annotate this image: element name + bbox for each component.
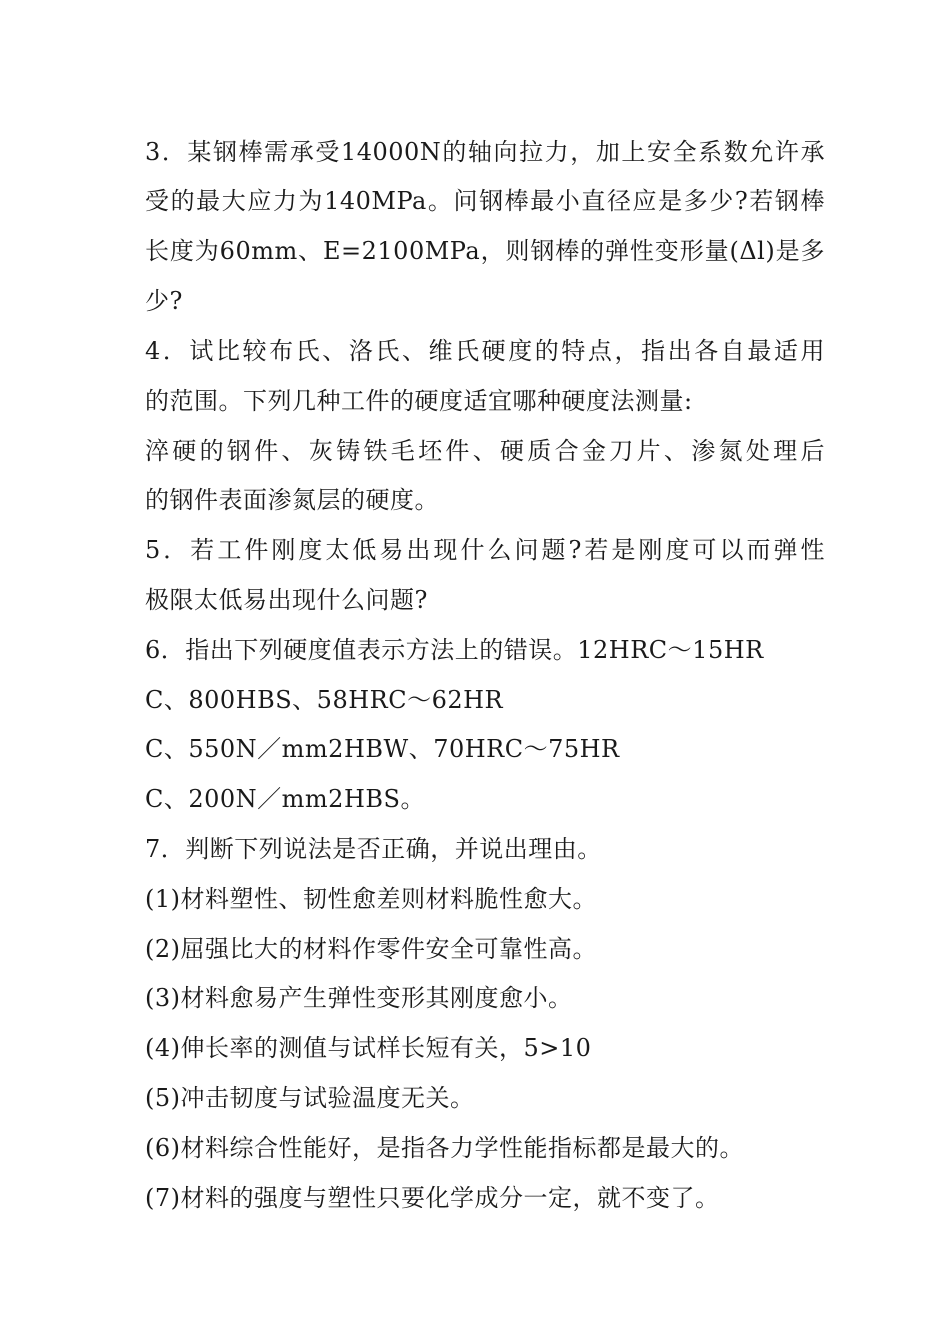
text-line-q3-2: 受的最大应力为140MPa。问钢棒最小直径应是多少?若钢棒 xyxy=(145,187,825,215)
text-line-q4-1: 4．试比较布氏、洛氏、维氏硬度的特点，指出各自最适用 xyxy=(145,337,825,365)
text-line-q3-1: 3．某钢棒需承受14000N的轴向拉力，加上安全系数允许承 xyxy=(145,138,825,166)
text-line-q7-item-1: (1)材料塑性、韧性愈差则材料脆性愈大。 xyxy=(145,885,597,913)
text-line-q3-4: 少? xyxy=(145,287,183,315)
text-line-q4-2: 的范围。下列几种工件的硬度适宜哪种硬度法测量: xyxy=(145,387,693,415)
text-line-q7-item-2: (2)屈强比大的材料作零件安全可靠性高。 xyxy=(145,935,597,963)
text-line-q6-3: C、550N／mm2HBW、70HRC～75HR xyxy=(145,735,620,763)
text-line-q3-3: 长度为60mm、E=2100MPa，则钢棒的弹性变形量(Δl)是多 xyxy=(145,237,825,265)
text-line-q7-1: 7．判断下列说法是否正确，并说出理由。 xyxy=(145,835,602,863)
text-line-q6-2: C、800HBS、58HRC～62HR xyxy=(145,686,504,714)
text-line-q7-item-6: (6)材料综合性能好，是指各力学性能指标都是最大的。 xyxy=(145,1134,744,1162)
text-line-q7-item-4: (4)伸长率的测值与试样长短有关，5>10 xyxy=(145,1034,592,1062)
text-line-q5-1: 5．若工件刚度太低易出现什么问题?若是刚度可以而弹性 xyxy=(145,536,825,564)
text-line-q4-4: 的钢件表面渗氮层的硬度。 xyxy=(145,486,439,514)
text-line-q6-4: C、200N／mm2HBS。 xyxy=(145,785,425,813)
text-line-q4-3: 淬硬的钢件、灰铸铁毛坯件、硬质合金刀片、渗氮处理后 xyxy=(145,437,825,465)
text-line-q6-1: 6．指出下列硬度值表示方法上的错误。12HRC～15HR xyxy=(145,636,764,664)
text-line-q7-item-5: (5)冲击韧度与试验温度无关。 xyxy=(145,1084,475,1112)
text-line-q7-item-3: (3)材料愈易产生弹性变形其刚度愈小。 xyxy=(145,984,573,1012)
text-line-q5-2: 极限太低易出现什么问题? xyxy=(145,586,428,614)
text-line-q7-item-7: (7)材料的强度与塑性只要化学成分一定，就不变了。 xyxy=(145,1184,720,1212)
